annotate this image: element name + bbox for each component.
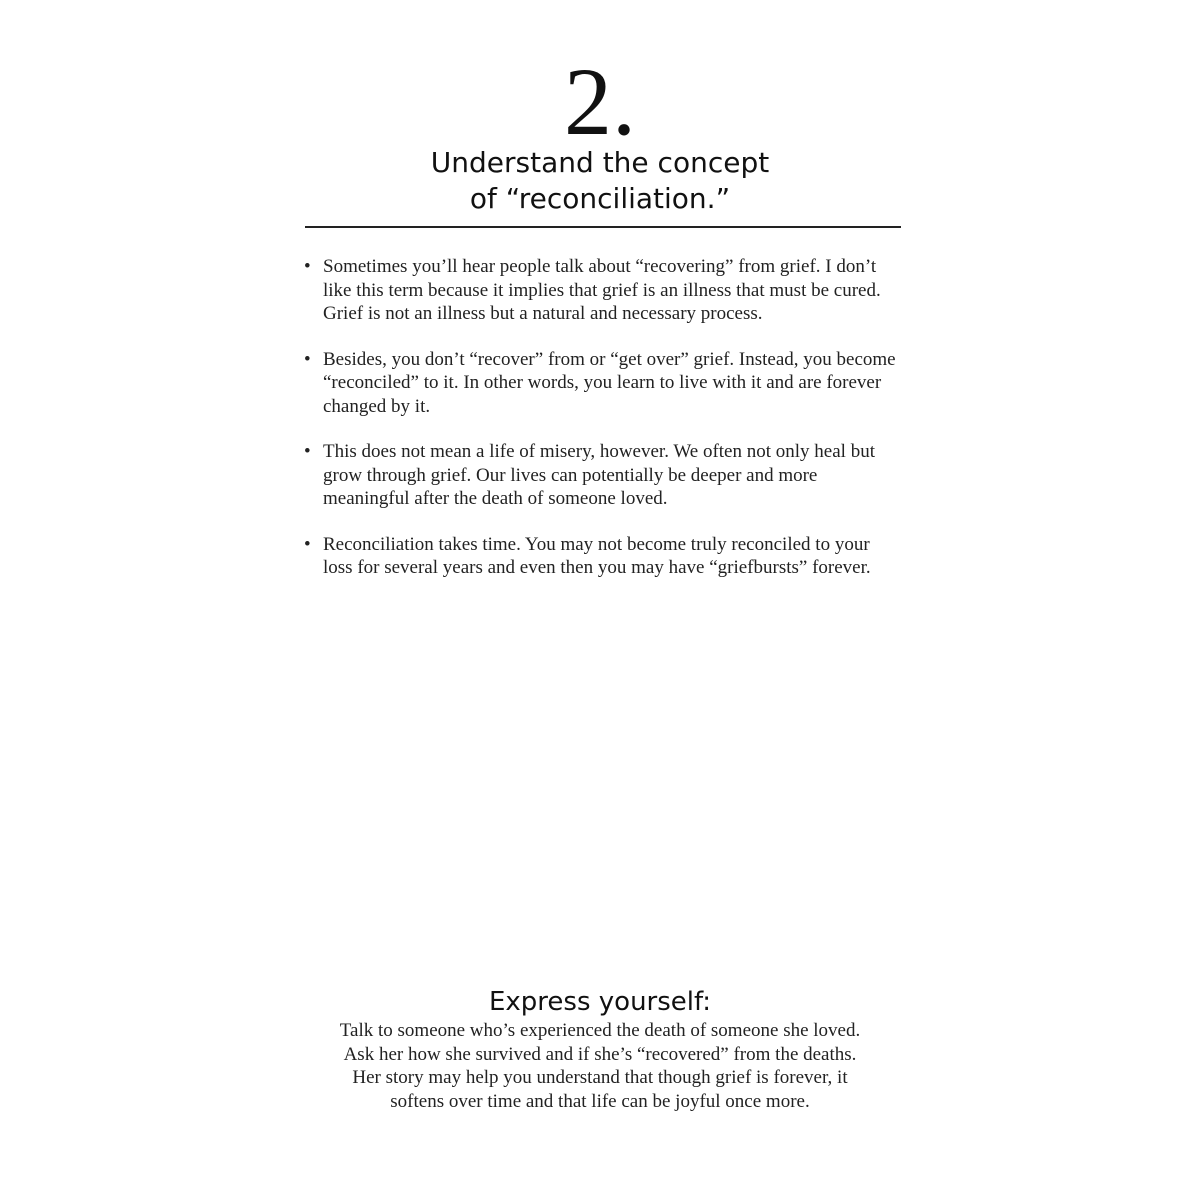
chapter-title — [300, 145, 900, 217]
express-line: Her story may help you understand that though grief is forever, it — [352, 1067, 848, 1088]
chapter-number: 2. — [564, 48, 636, 155]
bullet-marker: • — [304, 256, 311, 277]
bullet-marker: • — [304, 533, 311, 555]
bullet-text: Reconciliation takes time. You may not become truly reconciled to your loss for several years and even then you may have “griefbursts” forever. — [323, 533, 871, 578]
chapter-title-line-2: of “reconciliation.” — [469, 182, 731, 215]
bullet-marker: • — [304, 441, 311, 462]
bullet-text: This does not mean a life of misery, however. We often not only heal but grow through grief. Our lives can potentially be deeper and more meaningful after the death of someone loved. — [323, 441, 875, 509]
bullet-text: Besides, you don’t “recover” from or “get over” grief. Instead, you become “reconciled” to it. In other words, you learn to live with it and are forever changed by it. — [323, 348, 896, 417]
bullet-item — [300, 440, 900, 511]
bullet-text: Sometimes you’ll hear people talk about “recovering” from grief. I don’t like this term because it implies that grief is an illness that must be cured. Grief is not an illness but a natural and necessary process. — [323, 256, 881, 324]
bullet-item — [300, 348, 900, 419]
express-heading: Express yourself: — [488, 987, 711, 1017]
bullet-marker: • — [304, 348, 311, 370]
express-line: softens over time and that life can be joyful once more. — [390, 1090, 810, 1112]
bullet-item — [300, 533, 900, 580]
title-divider — [305, 226, 901, 228]
express-body — [290, 1019, 910, 1113]
chapter-title-line-1: Understand the concept — [430, 146, 770, 179]
bullet-list — [300, 255, 900, 602]
express-yourself-section — [290, 985, 910, 1113]
express-line: Talk to someone who’s experienced the death of someone she loved. — [339, 1020, 861, 1041]
bullet-item — [300, 255, 900, 326]
express-line: Ask her how she survived and if she’s “recovered” from the deaths. — [343, 1043, 857, 1065]
